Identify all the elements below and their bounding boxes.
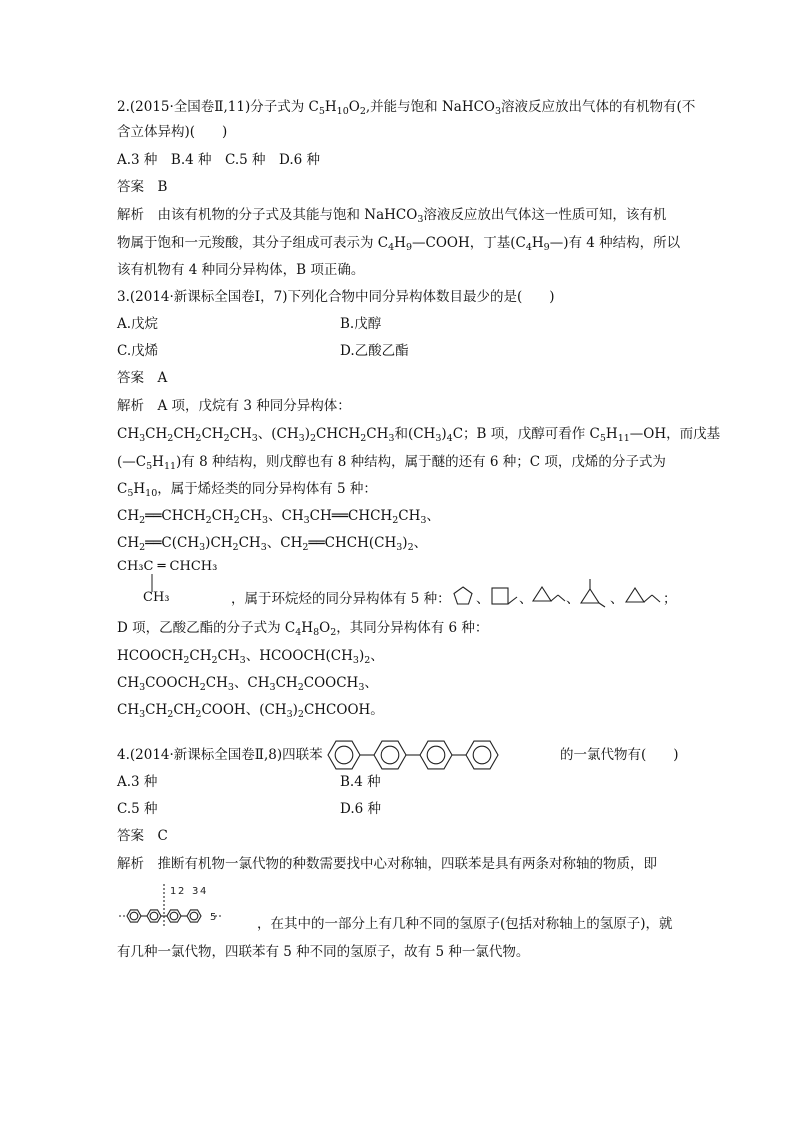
q3-options-row2 [117, 341, 409, 361]
q3-ester-line2: $HCOOCH_2CH_2CH_3$、$HCOOCH(CH_3)_2$、 [117, 648, 384, 666]
q3-analysis-line1 [117, 396, 351, 416]
q3-formula-line1: $CH_3CH_2CH_2CH_2CH_3$、$(CH_3)_2CHCH_2CH_3$和$(CH_3)_4C$；B 项，戊醇可看作 $C_5H_{11}—OH$，而戊基 [117, 426, 721, 444]
q3-options-row1 [117, 314, 382, 334]
option-a: A.戊烷 [117, 316, 159, 332]
analysis-label: 解析 [117, 856, 144, 872]
q3-stem: 3.(2014·新课标全国卷Ⅰ，7)下列化合物中同分异构体数目最少的是( ) [117, 289, 555, 305]
position-label: 1 [170, 886, 177, 897]
position-label: 4 [200, 886, 207, 897]
answer-value: C [157, 828, 168, 844]
q2-stem-line1: 2.(2015·全国卷Ⅱ,11)分子式为 $C_5H_{10}O_2$,并能与饱和 NaHCO$_3$溶液反应放出气体的有机物有(不 [117, 99, 696, 117]
benzene-ring [420, 741, 452, 769]
q4-analysis-line2: ，在其中的一部分上有几种不同的氢原子(包括对称轴上的氢原子)，就 [257, 916, 673, 932]
aromatic-circle [381, 746, 399, 764]
q2-analysis-line1 [117, 205, 666, 225]
q2-stem-line2: 含立体异构)( ) [117, 124, 228, 140]
option-d: D.6 种 [340, 801, 382, 817]
benzene-ring [328, 741, 360, 769]
option-c: C.戊烯 [117, 343, 159, 359]
q2-analysis-line3: 该有机物有 4 种同分异构体，B 项正确。 [117, 262, 365, 278]
methylcyclobutane-icon [490, 585, 520, 607]
aromatic-circle [190, 912, 198, 920]
q3-ester-line1: D 项，乙酸乙酯的分子式为 $C_4H_8O_2$，其同分异构体有 6 种： [117, 620, 489, 638]
answer-label: 答案 [117, 370, 144, 386]
analysis-text: A 项，戊烷有 3 种同分异构体： [157, 398, 351, 414]
q2-options: A.3 种 B.4 种 C.5 种 D.6 种 [117, 152, 321, 168]
q4-stem-post: 的一氯代物有( ) [560, 747, 679, 763]
ethylcyclopropane-icon [531, 583, 567, 605]
q4-analysis-line1 [117, 854, 657, 874]
branched-structure-bottom: CH₃ [143, 590, 170, 605]
q4-analysis-line3: 有几种一氯代物，四联苯有 5 种不同的氢原子，故有 5 种一氯代物。 [117, 944, 530, 960]
separator: 、 [476, 591, 490, 607]
q4-stem-pre: 4.(2014·新课标全国卷Ⅱ,8)四联苯 [117, 747, 323, 763]
q4-options-row2 [117, 799, 382, 819]
aromatic-circle [335, 746, 353, 764]
benzene-ring [374, 741, 406, 769]
benzene-ring [466, 741, 498, 769]
option-a: A.3 种 [117, 774, 158, 790]
q3-alkene-line2: $CH_2══C(CH_3)CH_2CH_3$、$CH_2══CHCH(CH_3)_2$、 [117, 535, 428, 553]
branched-structure-top: CH₃C ═ CHCH₃ [117, 559, 218, 574]
aromatic-circle [427, 746, 445, 764]
q3-ester-line4: $CH_3CH_2CH_2COOH$、$(CH_3)_2CHCOOH$。 [117, 702, 384, 720]
q2-answer-row [117, 177, 167, 197]
answer-label: 答案 [117, 828, 144, 844]
q4-options-row1 [117, 772, 381, 792]
analysis-label: 解析 [117, 207, 144, 223]
answer-value: B [157, 179, 168, 195]
dimethylcyclopropane-2-icon [624, 584, 664, 606]
answer-value: A [157, 370, 168, 386]
aromatic-circle [170, 912, 178, 920]
position-label: 2 [178, 886, 185, 897]
quaterphenyl-symmetry-diagram [117, 880, 257, 930]
position-label: 3 [192, 886, 199, 897]
q4-answer-row [117, 826, 168, 846]
aromatic-circle [473, 746, 491, 764]
separator: 、 [519, 591, 533, 607]
q3-ester-line3: $CH_3COOCH_2CH_3$、$CH_3CH_2COOCH_3$、 [117, 675, 378, 693]
option-d: D.乙酸乙酯 [340, 343, 409, 359]
option-b: B.戊醇 [340, 316, 382, 332]
separator: 、 [566, 591, 580, 607]
position-label: 5 [210, 912, 217, 923]
dimethylcyclopropane-icon [578, 577, 606, 607]
separator: 、 [610, 591, 624, 607]
analysis-text: 推断有机物一氯代物的种数需要找中心对称轴，四联苯是具有两条对称轴的物质，即 [157, 856, 657, 872]
q3-answer-row [117, 368, 167, 388]
q3-alkene-line1: $CH_2══CHCH_2CH_2CH_3$、$CH_3CH══CHCH_2CH_3$、 [117, 508, 440, 526]
q3-formula-line3: $C_5H_{10}$，属于烯烃类的同分异构体有 5 种： [117, 481, 377, 499]
q3-cycloalkane-text: ，属于环烷烃的同分异构体有 5 种： [231, 591, 451, 607]
q3-formula-line2: $(—C_5H_{11})$有 8 种结构，则戊醇也有 8 种结构，属于醚的还有 6 种；C 项，戊烯的分子式为 [117, 454, 666, 472]
aromatic-circle [130, 912, 138, 920]
q2-analysis-line2: 物属于饱和一元羧酸，其分子组成可表示为 $C_4H_9—COOH$，丁基$(C_4H_9—)$有 4 种结构，所以 [117, 235, 681, 253]
end-punctuation: ； [663, 591, 677, 607]
quaterphenyl-structure [322, 735, 562, 775]
cyclopentane-icon [452, 585, 474, 607]
aromatic-circle [150, 912, 158, 920]
option-c: C.5 种 [117, 801, 158, 817]
option-b: B.4 种 [340, 774, 381, 790]
analysis-text: 由该有机物的分子式及其能与饱和 NaHCO$_3$溶液反应放出气体这一性质可知，该有机 [157, 207, 667, 225]
answer-label: 答案 [117, 179, 144, 195]
analysis-label: 解析 [117, 398, 144, 414]
